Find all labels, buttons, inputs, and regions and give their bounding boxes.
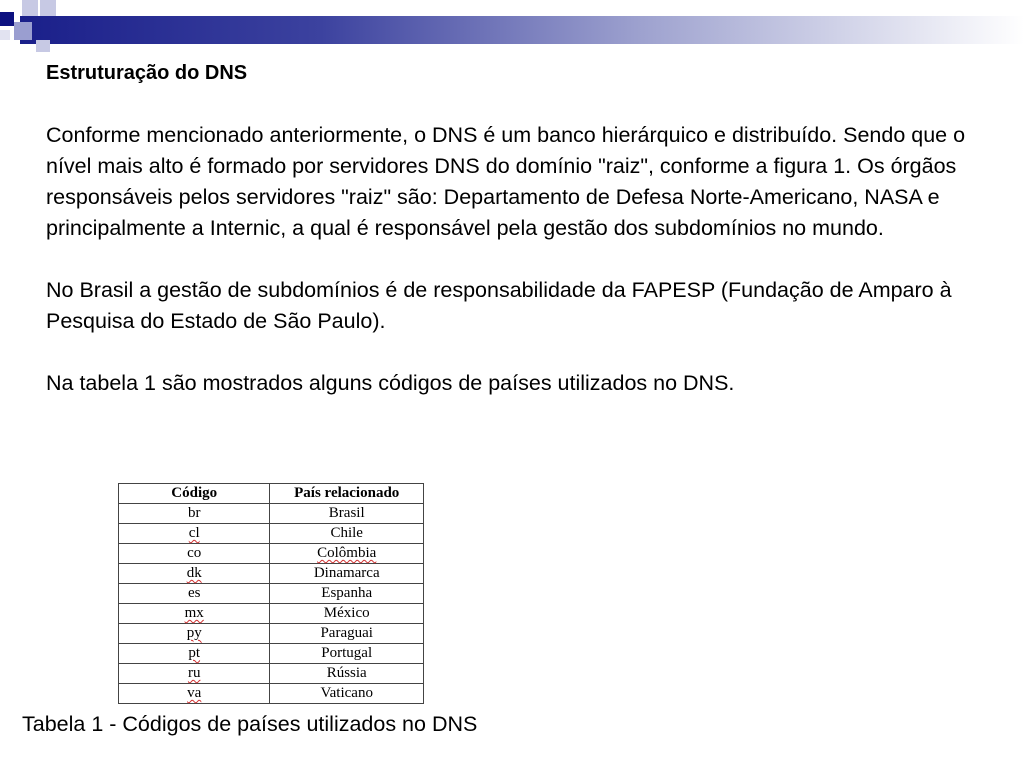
slide-title: Estruturação do DNS xyxy=(46,62,248,84)
table-row xyxy=(119,504,424,524)
cell-country: Portugal xyxy=(270,644,424,664)
cell-code: ru xyxy=(187,665,201,681)
cell-country: México xyxy=(270,604,424,624)
slide-body xyxy=(46,56,1006,430)
cell-code: py xyxy=(186,625,202,641)
paragraph-table-intro: Na tabela 1 são mostrados alguns códigos de países utilizados no DNS. xyxy=(46,371,735,395)
table-row xyxy=(119,544,424,564)
cell-code: es xyxy=(119,584,270,604)
table-row xyxy=(119,604,424,624)
cell-code: co xyxy=(119,544,270,564)
table-row xyxy=(119,684,424,704)
table-row xyxy=(119,524,424,544)
cell-country: Dinamarca xyxy=(270,564,424,584)
country-codes-table xyxy=(118,483,424,704)
cell-country: Chile xyxy=(270,524,424,544)
cell-country: Brasil xyxy=(270,504,424,524)
table-row xyxy=(119,584,424,604)
table-row xyxy=(119,624,424,644)
cell-code: cl xyxy=(188,525,200,541)
header-country: País relacionado xyxy=(270,484,424,504)
cell-country: Rússia xyxy=(270,664,424,684)
cell-country: Paraguai xyxy=(270,624,424,644)
cell-country: Colômbia xyxy=(317,545,377,561)
header-code: Código xyxy=(119,484,270,504)
header-gradient-band xyxy=(20,16,1024,44)
table-row xyxy=(119,564,424,584)
cell-code: dk xyxy=(186,565,202,581)
cell-code: va xyxy=(187,685,202,701)
table-row xyxy=(119,664,424,684)
paragraph-dns-hierarchy: Conforme mencionado anteriormente, o DNS é um banco hierárquico e distribuído. Sendo que o nível mais alto é formado por servidores DNS do domínio "raiz", conforme a figura 1. Os órgãos responsáveis pelos servidores "raiz" são: Departamento de Defesa Norte-Americano, NASA e principalmente a Internic, a qual é responsável pela gestão dos subdomínios no mundo. xyxy=(46,123,966,240)
table-caption: Tabela 1 - Códigos de países utilizados no DNS xyxy=(22,712,478,736)
paragraph-brazil-fapesp: No Brasil a gestão de subdomínios é de responsabilidade da FAPESP (Fundação de Amparo à Pesquisa do Estado de São Paulo). xyxy=(46,278,952,333)
cell-country: Vaticano xyxy=(270,684,424,704)
table-row xyxy=(119,644,424,664)
table-header-row xyxy=(119,484,424,504)
cell-code: mx xyxy=(184,605,204,621)
cell-code: pt xyxy=(188,645,201,661)
cell-code: br xyxy=(119,504,270,524)
cell-country: Espanha xyxy=(270,584,424,604)
